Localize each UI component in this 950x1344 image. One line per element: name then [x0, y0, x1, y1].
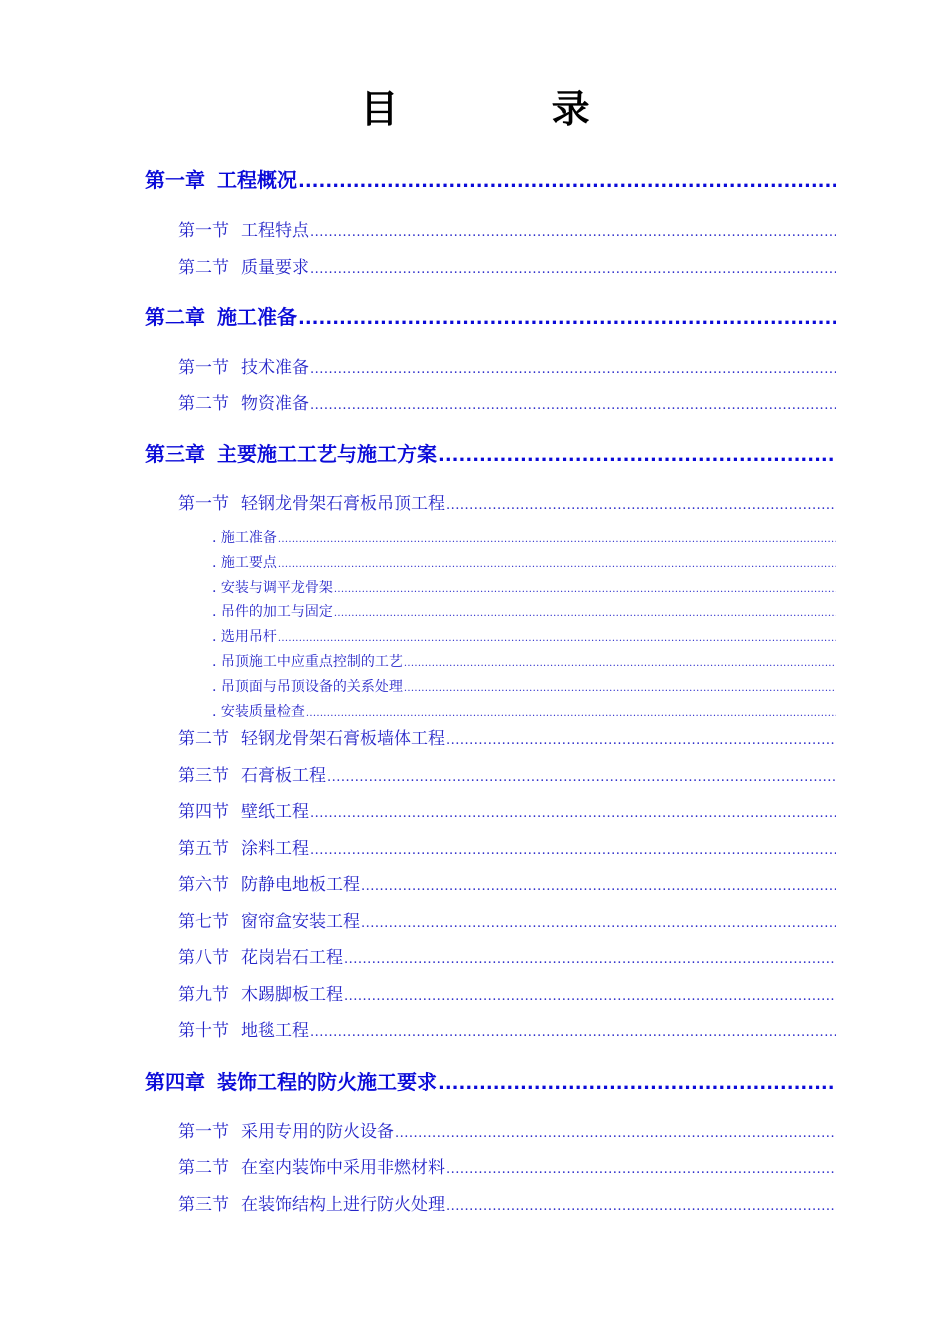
section-title: 花岗岩石工程 — [241, 948, 343, 968]
dot-leader — [278, 559, 836, 570]
dot-leader — [404, 683, 836, 694]
dot-leader — [310, 398, 836, 413]
section-number: 第九节 — [178, 985, 229, 1005]
section-title: 防静电地板工程 — [241, 875, 360, 895]
toc-section[interactable] — [178, 907, 836, 932]
section-title: 窗帘盒安装工程 — [241, 912, 360, 932]
toc-section[interactable] — [178, 216, 836, 241]
section-number: 第五节 — [178, 839, 229, 859]
dot-leader — [395, 1126, 836, 1141]
dot-leader — [310, 1025, 836, 1040]
section-number: 第一节 — [178, 494, 229, 514]
section-number: 第二节 — [178, 729, 229, 749]
section-number: 第二节 — [178, 1158, 229, 1178]
dot-leader — [361, 916, 836, 931]
subsection-title: . 吊件的加工与固定 — [212, 604, 333, 620]
toc-section[interactable] — [178, 724, 836, 749]
section-number: 第一节 — [178, 1122, 229, 1142]
section-title: 采用专用的防火设备 — [241, 1122, 394, 1142]
dot-leader — [298, 308, 836, 329]
section-number: 第四节 — [178, 802, 229, 822]
toc-section[interactable] — [178, 1016, 836, 1041]
section-number: 第六节 — [178, 875, 229, 895]
section-title: 壁纸工程 — [241, 802, 309, 822]
section-title: 轻钢龙骨架石膏板墙体工程 — [241, 729, 445, 749]
dot-leader — [446, 1199, 836, 1214]
toc-subsection[interactable] — [212, 527, 836, 547]
section-title: 涂料工程 — [241, 839, 309, 859]
toc-section[interactable] — [178, 253, 836, 278]
dot-leader — [310, 262, 836, 277]
dot-leader — [278, 534, 836, 545]
section-number: 第二节 — [178, 258, 229, 278]
toc-section[interactable] — [178, 1117, 836, 1142]
section-title: 工程特点 — [241, 221, 309, 241]
toc-chapter-4[interactable] — [145, 1066, 836, 1095]
subsection-title: . 吊顶施工中应重点控制的工艺 — [212, 654, 403, 670]
dot-leader — [334, 584, 836, 595]
toc-section[interactable] — [178, 980, 836, 1005]
section-title: 地毯工程 — [241, 1021, 309, 1041]
toc-section[interactable] — [178, 834, 836, 859]
dot-leader — [438, 445, 836, 466]
section-number: 第八节 — [178, 948, 229, 968]
section-number: 第一节 — [178, 358, 229, 378]
dot-leader — [334, 608, 836, 619]
toc-subsection[interactable] — [212, 601, 836, 621]
dot-leader — [310, 362, 836, 377]
dot-leader — [310, 806, 836, 821]
toc-section[interactable] — [178, 1190, 836, 1215]
page-title: 目 录 — [360, 87, 660, 131]
subsection-title: . 施工准备 — [212, 530, 277, 546]
toc-subsection[interactable] — [212, 676, 836, 696]
section-title: 轻钢龙骨架石膏板吊顶工程 — [241, 494, 445, 514]
toc-section[interactable] — [178, 389, 836, 414]
section-number: 第十节 — [178, 1021, 229, 1041]
section-number: 第七节 — [178, 912, 229, 932]
subsection-title: . 吊顶面与吊顶设备的关系处理 — [212, 679, 403, 695]
section-title: 在室内装饰中采用非燃材料 — [241, 1158, 445, 1178]
subsection-title: . 选用吊杆 — [212, 629, 277, 645]
section-title: 物资准备 — [241, 394, 309, 414]
section-number: 第一节 — [178, 221, 229, 241]
dot-leader — [306, 708, 836, 719]
chapter-number: 第一章 — [145, 168, 205, 192]
section-number: 第三节 — [178, 1195, 229, 1215]
subsection-title: . 安装与调平龙骨架 — [212, 580, 333, 596]
section-title: 技术准备 — [241, 358, 309, 378]
dot-leader — [361, 879, 836, 894]
chapter-number: 第三章 — [145, 442, 205, 466]
section-title: 木踢脚板工程 — [241, 985, 343, 1005]
dot-leader — [446, 498, 836, 513]
chapter-number: 第二章 — [145, 305, 205, 329]
subsection-title: . 安装质量检查 — [212, 704, 305, 720]
section-number: 第二节 — [178, 394, 229, 414]
chapter-title: 工程概况 — [217, 168, 297, 192]
subsection-title: . 施工要点 — [212, 555, 277, 571]
dot-leader — [298, 171, 836, 192]
dot-leader — [438, 1073, 836, 1094]
dot-leader — [278, 633, 836, 644]
chapter-title: 施工准备 — [217, 305, 297, 329]
section-title: 质量要求 — [241, 258, 309, 278]
section-title: 石膏板工程 — [241, 766, 326, 786]
toc-subsection[interactable] — [212, 651, 836, 671]
toc-subsection[interactable] — [212, 701, 836, 721]
dot-leader — [327, 770, 836, 785]
toc-chapter-1[interactable] — [145, 164, 836, 193]
dot-leader — [344, 952, 836, 967]
dot-leader — [310, 225, 836, 240]
toc-chapter-3[interactable] — [145, 438, 836, 467]
chapter-title: 主要施工工艺与施工方案 — [217, 442, 437, 466]
toc-section[interactable] — [178, 870, 836, 895]
dot-leader — [310, 843, 836, 858]
toc-subsection[interactable] — [212, 626, 836, 646]
dot-leader — [446, 733, 836, 748]
toc-section[interactable] — [178, 943, 836, 968]
dot-leader — [446, 1162, 836, 1177]
chapter-title: 装饰工程的防火施工要求 — [217, 1070, 437, 1094]
section-title: 在装饰结构上进行防火处理 — [241, 1195, 445, 1215]
toc-chapter-2[interactable] — [145, 301, 836, 330]
dot-leader — [404, 658, 836, 669]
toc-subsection[interactable] — [212, 552, 836, 572]
toc-section[interactable] — [178, 1153, 836, 1178]
toc-section[interactable] — [178, 489, 836, 514]
chapter-number: 第四章 — [145, 1070, 205, 1094]
toc-section[interactable] — [178, 761, 836, 786]
toc-section[interactable] — [178, 797, 836, 822]
dot-leader — [344, 989, 836, 1004]
toc-subsection[interactable] — [212, 577, 836, 597]
toc-section[interactable] — [178, 353, 836, 378]
section-number: 第三节 — [178, 766, 229, 786]
